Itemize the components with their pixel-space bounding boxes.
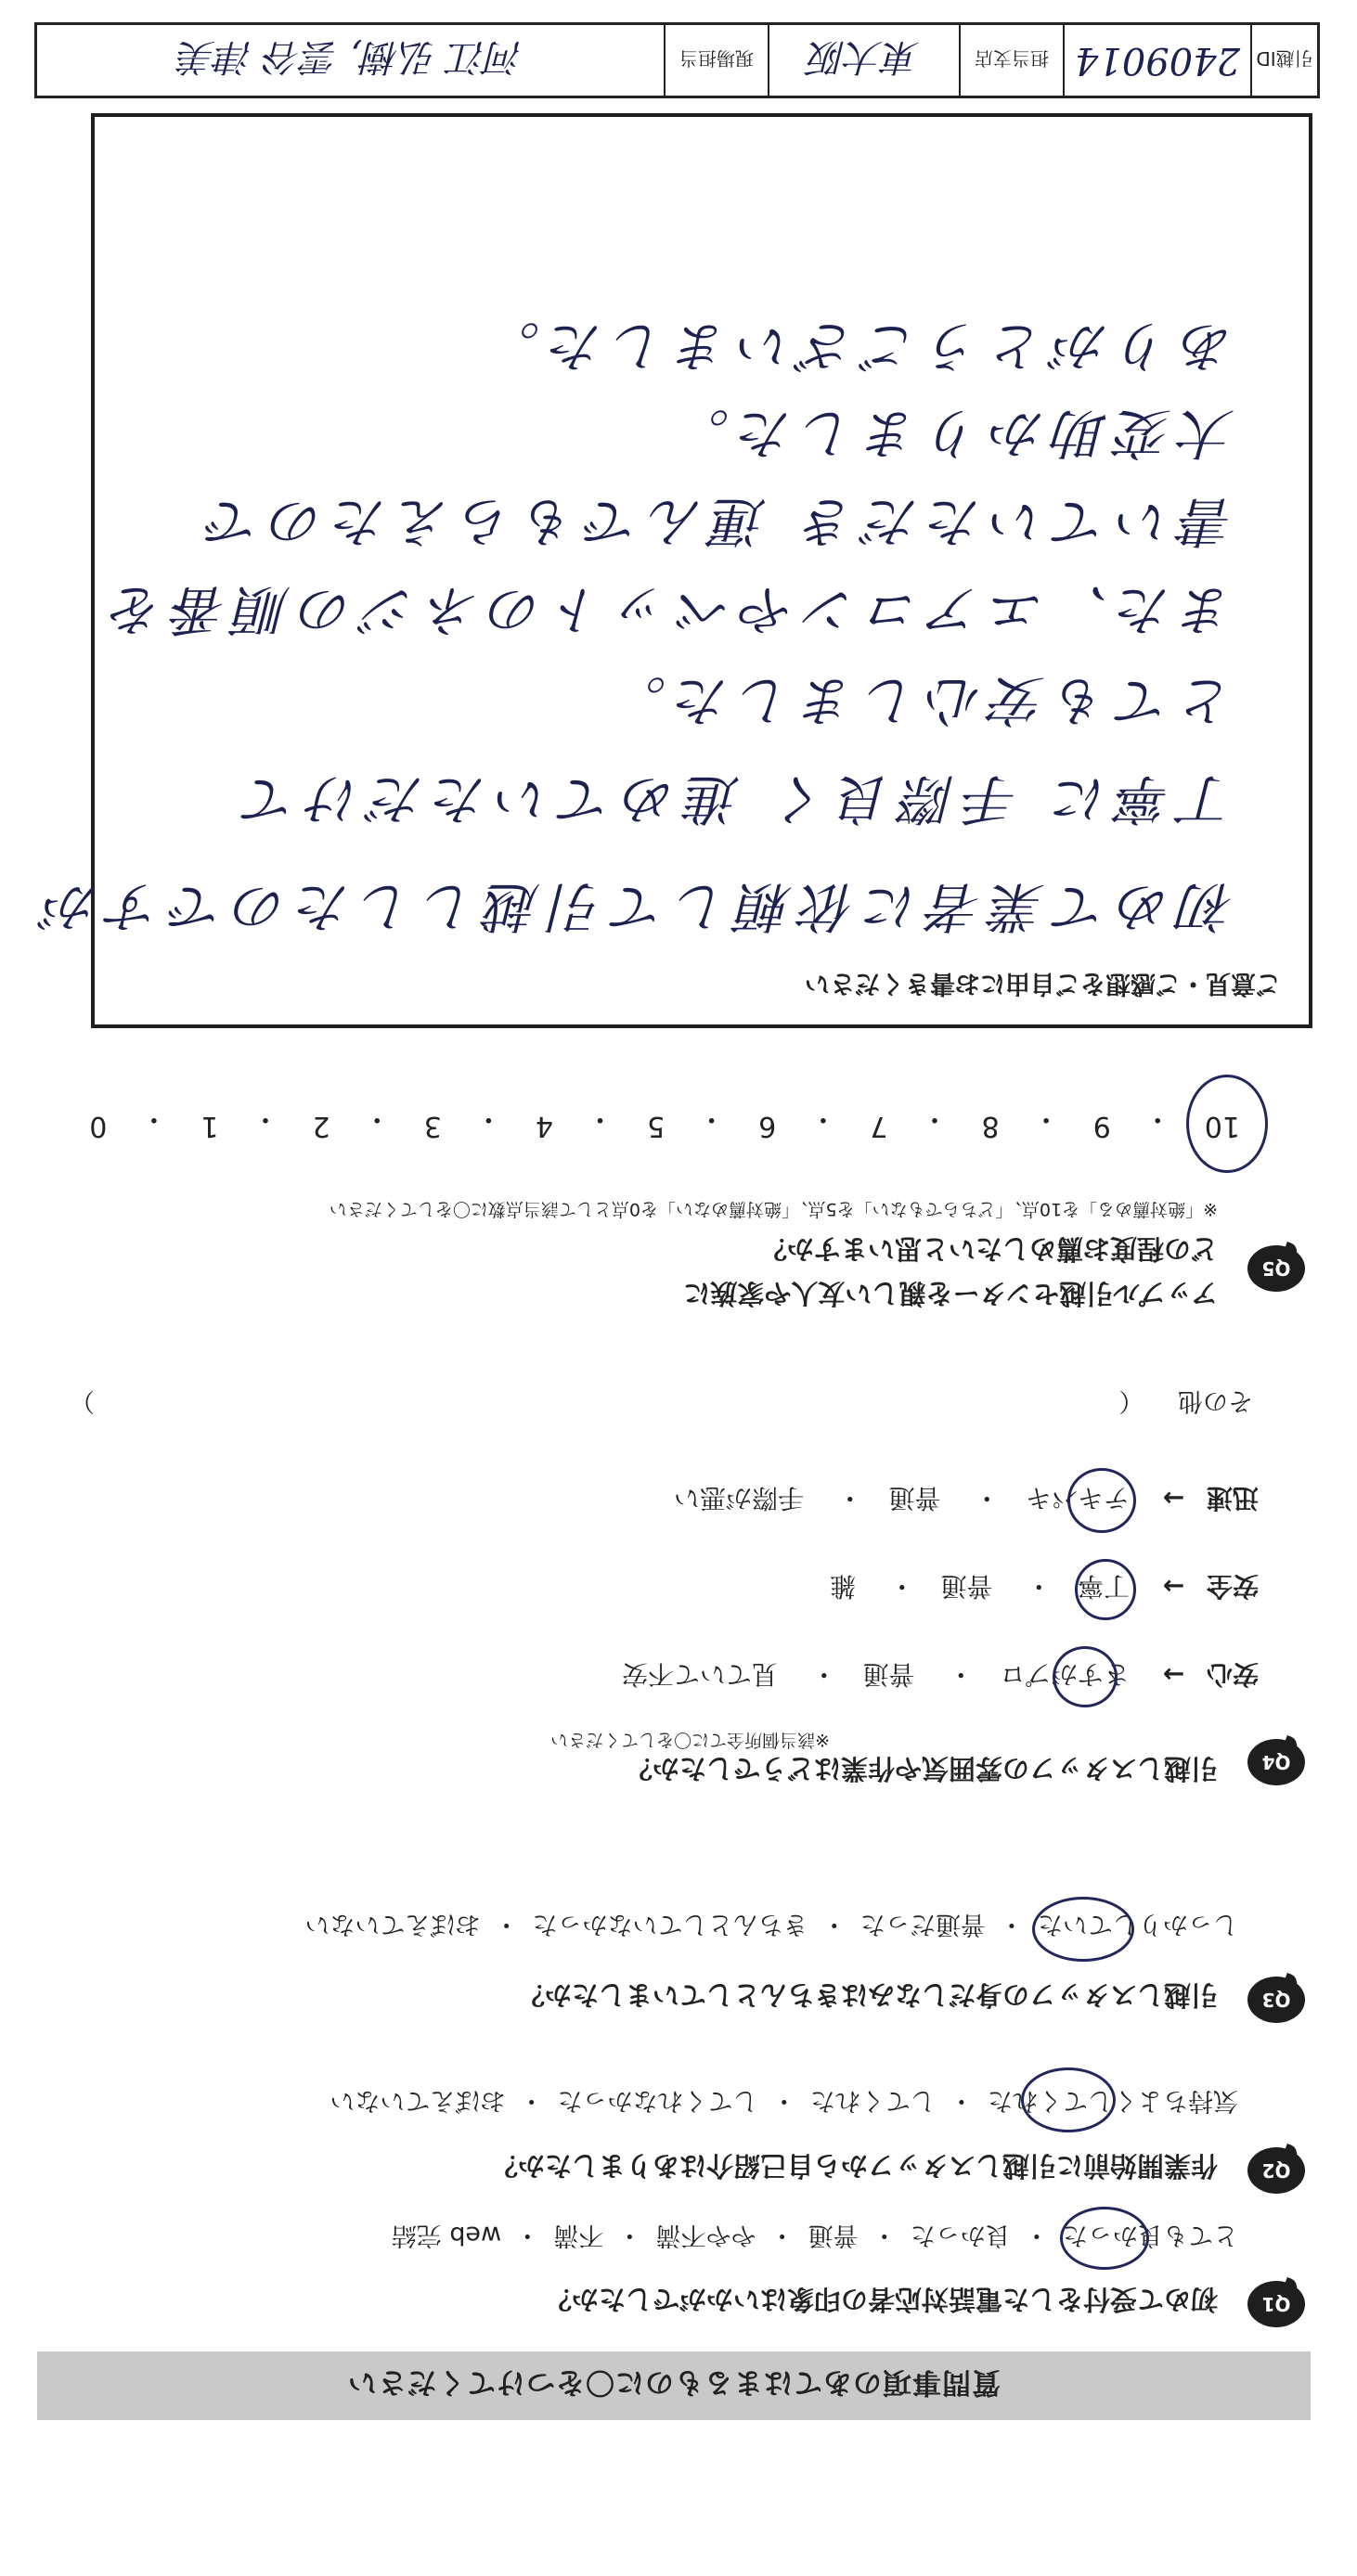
comment-line-1: 初めて業者に依頼して引越ししたのですが xyxy=(34,875,1234,938)
score-9[interactable]: 9 xyxy=(1092,1110,1111,1142)
q4-other xyxy=(1113,1385,1259,1422)
comment-line-5: 書いていただき 運んでもらえたので xyxy=(198,490,1234,553)
q2-option-did[interactable]: してくれた xyxy=(809,2086,936,2115)
q4-speed-option-clumsy[interactable]: 手際が悪い xyxy=(673,1483,804,1513)
q4-speed-option-brisk[interactable]: テキパキ xyxy=(1026,1483,1131,1513)
q1-badge: Q1 xyxy=(1247,2281,1305,2327)
score-1[interactable]: 1 xyxy=(200,1110,219,1142)
q3-option-not-neat[interactable]: きちんとしていなかった xyxy=(532,1910,808,1938)
q4-relief-option-anxious[interactable]: 見ていて不安 xyxy=(621,1659,778,1690)
q4-row-speed: 迅速 → テキパキ ・ 普通 ・ 手際が悪い xyxy=(673,1483,1259,1513)
q2-option-did-not[interactable]: してくれなかった xyxy=(557,2086,758,2115)
score-2[interactable]: 2 xyxy=(312,1110,330,1142)
q1-options: とても良かった ・ 良かった ・ 普通 ・ やや不満 ・ 不満 ・ web 完結 xyxy=(391,2221,1238,2249)
branch-value: 東大阪 xyxy=(808,35,920,79)
staff-label-cell xyxy=(664,25,768,96)
comment-line-3: とても安心しました。 xyxy=(602,669,1234,732)
comment-line-4: また、エアコンやベットのネジの順番を xyxy=(100,578,1234,641)
id-label-cell xyxy=(1250,25,1317,96)
q2-options: 気持ちよくしてくれた ・ してくれた ・ してくれなかった ・ おぼえていない xyxy=(330,2086,1238,2115)
q1-option-good[interactable]: 良かった xyxy=(910,2221,1011,2249)
q4-row-safety: 安全 → 丁寧 ・ 普通 ・ 雑 xyxy=(829,1571,1259,1602)
q2-option-dont-remember[interactable]: おぼえていない xyxy=(330,2086,506,2115)
q4-relief-answer-circle xyxy=(1053,1646,1118,1707)
q2-badge: Q2 xyxy=(1247,2147,1305,2194)
q4-row-speed-label: 迅速 xyxy=(1206,1483,1259,1513)
branch-label-cell xyxy=(959,25,1063,96)
q3-option-neat[interactable]: しっかりしていた xyxy=(1038,1910,1238,1938)
q2-question: 作業開始前に引越しスタッフから自己紹介はありましたか？ xyxy=(490,2150,1218,2182)
staff-value: 河江 弘樹, 雲谷 津美 xyxy=(178,35,523,79)
score-3[interactable]: 3 xyxy=(423,1110,442,1142)
q4-other-label: その他 xyxy=(1178,1386,1253,1415)
id-label: 引越ID xyxy=(1256,47,1313,71)
q4-row-safety-label: 安全 xyxy=(1206,1571,1259,1602)
q1-option-somewhat-unsatisfied[interactable]: やや不満 xyxy=(655,2221,756,2249)
q1-option-very-good[interactable]: とても良かった xyxy=(1063,2221,1238,2249)
id-table xyxy=(34,22,1320,98)
comment-line-2: 丁寧に 手際良く 進めていただけて xyxy=(235,767,1234,831)
q2-option-pleasant[interactable]: 気持ちよくしてくれた xyxy=(988,2086,1238,2115)
id-value: 2409014 xyxy=(1074,39,1241,82)
comment-line-7: ありがとうございました。 xyxy=(476,315,1234,378)
q4-badge: Q4 xyxy=(1247,1739,1305,1785)
q3-answer-circle xyxy=(1032,1897,1134,1962)
score-7[interactable]: 7 xyxy=(870,1110,888,1142)
q5-badge: Q5 xyxy=(1247,1245,1305,1292)
q4-other-open-paren: （ xyxy=(1118,1386,1144,1415)
q5-note: ※「絶対薦める」を10点、「どちらでもない」を5点、「絶対薦めない」を0点として該当点数に〇をしてください xyxy=(329,1199,1218,1219)
q3-badge: Q3 xyxy=(1247,1977,1305,2023)
q5-question-line2: どの程度お薦めしたいと思いますか？ xyxy=(759,1233,1218,1265)
q3-question: 引越しスタッフの身だしなみはきちんとしていましたか？ xyxy=(517,1979,1218,2011)
score-10[interactable]: 10 xyxy=(1204,1110,1240,1142)
q3-option-normal[interactable]: 普通だった xyxy=(859,1910,986,1938)
q4-safety-answer-circle xyxy=(1075,1559,1136,1620)
q1-option-normal[interactable]: 普通 xyxy=(808,2221,859,2249)
q4-safety-option-normal[interactable]: 普通 xyxy=(940,1571,993,1602)
q4-row-relief-label: 安心 xyxy=(1206,1659,1259,1690)
q3-options: しっかりしていた ・ 普通だった ・ きちんとしていなかった ・ おぼえていない xyxy=(304,1910,1238,1938)
q4-row-relief: 安心 → さすがプロ ・ 普通 ・ 見ていて不安 xyxy=(621,1659,1259,1690)
q1-answer-circle xyxy=(1060,2207,1149,2270)
score-8[interactable]: 8 xyxy=(981,1110,1000,1142)
instructions-banner: 質問事項のあてはまるものに〇をつけてください xyxy=(37,2351,1311,2420)
q5-question-line1: アップル引越センターを親しい友人や家族に xyxy=(683,1278,1218,1309)
branch-label: 担当支店 xyxy=(975,47,1049,71)
q4-speed-option-normal[interactable]: 普通 xyxy=(888,1483,941,1513)
q5-score-scale: 10 ・ 9 ・ 8 ・ 7 ・ 6 ・ 5 ・ 4 ・ 3 ・ 2 ・ 1 ・ 0 xyxy=(89,1102,1240,1142)
q4-safety-option-rough[interactable]: 雑 xyxy=(829,1571,856,1602)
arrow-icon: → xyxy=(1162,1483,1185,1513)
score-6[interactable]: 6 xyxy=(758,1110,777,1142)
score-0[interactable]: 0 xyxy=(89,1110,108,1142)
q1-option-unsatisfied[interactable]: 不満 xyxy=(553,2221,604,2249)
id-value-cell xyxy=(1063,25,1250,96)
q1-option-web[interactable]: web 完結 xyxy=(391,2221,502,2249)
q4-relief-option-normal[interactable]: 普通 xyxy=(862,1659,915,1690)
comment-label: ご意見・ご感想をご自由にお書きください xyxy=(805,969,1281,998)
arrow-icon: → xyxy=(1162,1571,1185,1602)
branch-value-cell xyxy=(768,25,959,96)
arrow-icon: → xyxy=(1162,1659,1185,1690)
q1-question: 初めて受付をした電話対応者の印象はいかがでしたか？ xyxy=(544,2284,1218,2315)
q4-speed-answer-circle xyxy=(1067,1468,1136,1533)
q2-answer-circle xyxy=(1021,2067,1116,2132)
q4-relief-option-pro[interactable]: さすがプロ xyxy=(1000,1659,1131,1690)
score-4[interactable]: 4 xyxy=(535,1110,553,1142)
q4-note: ※該当個所全てに〇をしてください xyxy=(550,1730,830,1750)
q3-option-dont-remember[interactable]: おぼえていない xyxy=(304,1910,481,1938)
comment-line-6: 大変助かりました。 xyxy=(666,402,1234,465)
staff-value-cell xyxy=(37,25,664,96)
q4-safety-option-careful[interactable]: 丁寧 xyxy=(1078,1571,1131,1602)
q4-other-close-paren: ） xyxy=(70,1386,95,1415)
staff-label: 現場担当 xyxy=(679,47,754,71)
q4-question: 引越しスタッフの雰囲気や作業はどうでしたか？ xyxy=(625,1753,1218,1784)
comment-box xyxy=(34,113,1312,1028)
q5-answer-circle xyxy=(1186,1075,1268,1173)
score-5[interactable]: 5 xyxy=(647,1110,666,1142)
